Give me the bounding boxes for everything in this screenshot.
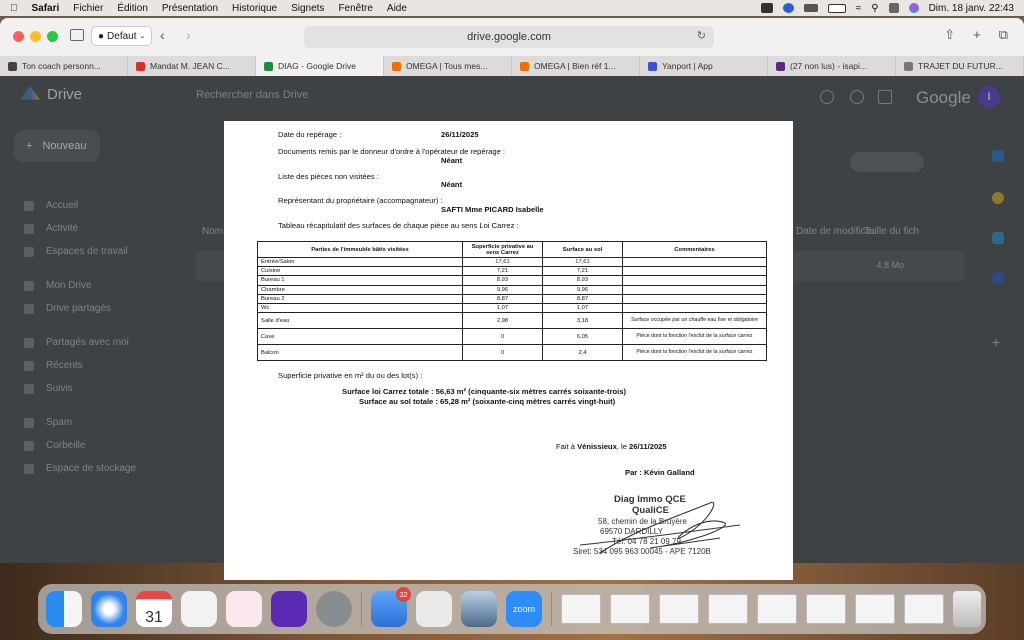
- tab-bar: [0, 56, 1024, 76]
- tab-favicon-icon: [392, 62, 401, 71]
- menu-historique[interactable]: Historique: [224, 2, 270, 14]
- sidebar-toggle-icon[interactable]: [70, 29, 84, 41]
- dock-separator: [361, 592, 362, 626]
- mail-badge: 32: [396, 587, 411, 602]
- settings-app-icon[interactable]: [316, 591, 352, 627]
- table-cell: Pièce dont la fonction l'exclut de la surface carrez: [623, 329, 767, 345]
- profile-button[interactable]: [91, 26, 152, 46]
- nav-starred[interactable]: [24, 383, 73, 394]
- tab-label: OMEGA | Bien réf 1...: [534, 61, 616, 71]
- superficie-label: Superficie privative en m² du ou des lot(s) :: [278, 371, 423, 380]
- spam-icon: [24, 418, 34, 428]
- nav-label: Partagés avec moi: [46, 337, 129, 348]
- table-cell: [623, 303, 767, 312]
- shared-icon: [24, 338, 34, 348]
- table-cell: 8,87: [463, 294, 543, 303]
- person-icon: ●: [98, 30, 105, 42]
- rep-value: SAFTI Mme PICARD Isabelle: [441, 205, 544, 214]
- calendar-side-icon[interactable]: [992, 150, 1004, 162]
- stamp-line1: Diag Immo QCE: [614, 494, 686, 505]
- close-window-button[interactable]: [13, 31, 24, 42]
- table-cell: [623, 267, 767, 276]
- total-sol: Surface au sol totale : 65,28 m² (soixante-cinq mètres carrés vingt-huit): [359, 397, 616, 406]
- table-cell: 1,07: [463, 303, 543, 312]
- table-cell: 17,61: [463, 258, 543, 267]
- profile-label: Defaut: [107, 30, 137, 42]
- date-value: 26/11/2025: [441, 130, 479, 139]
- table-row: [258, 345, 767, 361]
- rep-label: Représentant du propriétaire (accompagnateur) :: [278, 196, 443, 205]
- fait-a-date: 26/11/2025: [629, 442, 667, 451]
- tab-0[interactable]: [0, 56, 128, 76]
- table-cell: Cuisine: [258, 267, 463, 276]
- finder-icon[interactable]: [46, 591, 82, 627]
- tab-7[interactable]: [896, 56, 1024, 76]
- nav-recent[interactable]: [24, 360, 83, 371]
- menu-edition[interactable]: Édition: [109, 2, 141, 14]
- nav-label: Suivis: [46, 383, 73, 394]
- docs-value: Néant: [441, 156, 463, 165]
- table-cell: Surface occupée par un chauffe eau fixe et obligatoire: [623, 313, 767, 329]
- nav-label: Accueil: [46, 200, 79, 211]
- table-header: Superficie privative au sens Carrez: [463, 242, 543, 258]
- tab-5[interactable]: [640, 56, 768, 76]
- table-cell: Pièce dont la fonction l'exclut de la surface carrez: [623, 345, 767, 361]
- date-label: Date du repérage :: [278, 130, 342, 139]
- new-button-label: Nouveau: [42, 140, 87, 152]
- table-cell: 17,61: [543, 258, 623, 267]
- table-cell: 8,93: [543, 276, 623, 285]
- column-modified[interactable]: Date de modifica...: [796, 226, 880, 237]
- nav-home[interactable]: [24, 200, 78, 211]
- tab-favicon-icon: [136, 62, 145, 71]
- table-cell: 0: [463, 345, 543, 361]
- table-row: [258, 258, 767, 267]
- tab-label: DIAG - Google Drive: [278, 61, 356, 71]
- minimized-window[interactable]: [610, 594, 650, 624]
- minimized-window[interactable]: [561, 594, 601, 624]
- drive-search-input[interactable]: Rechercher dans Drive: [196, 89, 309, 101]
- apps-icon[interactable]: [878, 90, 892, 104]
- star-icon: [24, 384, 34, 394]
- table-cell: Cave: [258, 329, 463, 345]
- table-cell: Bureau 1: [258, 276, 463, 285]
- table-intro: Tableau récapitulatif des surfaces de chaque pièce au sens Loi Carrez :: [278, 221, 519, 230]
- minimized-window[interactable]: [806, 594, 846, 624]
- table-cell: [623, 276, 767, 285]
- nav-my-drive[interactable]: [24, 280, 92, 291]
- table-cell: 6,05: [543, 329, 623, 345]
- docs-label: Documents remis par le donneur d'ordre à l'opérateur de repérage :: [278, 147, 506, 156]
- table-row: [258, 303, 767, 312]
- table-cell: Bureau 2: [258, 294, 463, 303]
- share-icon[interactable]: ⇧: [944, 27, 956, 42]
- reload-icon[interactable]: ↻: [696, 30, 706, 42]
- table-row: [258, 285, 767, 294]
- menu-fenetre[interactable]: Fenêtre: [330, 2, 366, 14]
- nav-trash[interactable]: [24, 440, 85, 451]
- signature-icon: [560, 483, 750, 563]
- document-preview: [224, 121, 793, 580]
- control-center-icon[interactable]: [889, 3, 899, 13]
- table-row: [258, 267, 767, 276]
- preview-icon[interactable]: [416, 591, 452, 627]
- company-stamp: [560, 491, 750, 561]
- table-cell: Salle d'eau: [258, 313, 463, 329]
- activity-icon: [24, 224, 34, 234]
- menu-signets[interactable]: Signets: [283, 2, 317, 14]
- battery-icon[interactable]: [828, 4, 846, 13]
- avatar[interactable]: I: [978, 86, 1000, 108]
- nav-spam[interactable]: [24, 417, 72, 428]
- minimize-window-button[interactable]: [30, 31, 41, 42]
- tab-favicon-icon: [648, 62, 657, 71]
- table-cell: 8,87: [543, 294, 623, 303]
- minimized-window[interactable]: [855, 594, 895, 624]
- address-text: drive.google.com: [467, 31, 551, 43]
- tab-overview-icon[interactable]: ⧉: [998, 27, 1008, 42]
- nav-shared-with-me[interactable]: [24, 337, 129, 348]
- table-cell: 9,96: [543, 285, 623, 294]
- status-app-icon[interactable]: [761, 3, 773, 13]
- file-size: 4,8 Mo: [876, 260, 904, 270]
- add-side-icon[interactable]: +: [992, 334, 1001, 350]
- table-cell: Wc: [258, 303, 463, 312]
- nav-label: Drive partagés: [46, 303, 112, 314]
- address-bar[interactable]: [304, 26, 714, 48]
- apple-menu-icon[interactable]: [10, 3, 18, 14]
- apple-mail-icon[interactable]: [371, 591, 407, 627]
- workspaces-icon: [24, 247, 34, 257]
- tab-label: Yanport | App: [662, 61, 713, 71]
- tab-favicon-icon: [8, 62, 17, 71]
- status-user-icon[interactable]: [783, 3, 794, 13]
- table-cell: 8,93: [463, 276, 543, 285]
- nav-activity[interactable]: [24, 223, 78, 234]
- nav-label: Corbeille: [46, 440, 86, 451]
- minimized-window[interactable]: [708, 594, 748, 624]
- new-tab-icon[interactable]: +: [973, 27, 981, 42]
- nav-workspaces[interactable]: [24, 246, 128, 257]
- tab-favicon-icon: [520, 62, 529, 71]
- mail-app-icon[interactable]: [271, 591, 307, 627]
- nav-label: Espaces de travail: [46, 246, 128, 257]
- keep-side-icon[interactable]: [992, 192, 1004, 204]
- siri-icon[interactable]: [909, 3, 919, 13]
- menu-fichier[interactable]: Fichier: [65, 2, 96, 14]
- menu-datetime[interactable]: Dim. 18 janv. 22:43: [928, 2, 1014, 14]
- table-cell: [623, 258, 767, 267]
- chevron-down-icon: ⌄: [139, 33, 146, 40]
- table-cell: 3,18: [543, 313, 623, 329]
- pieces-value: Néant: [441, 180, 463, 189]
- table-cell: Balcon: [258, 345, 463, 361]
- trash-icon[interactable]: [953, 591, 981, 627]
- table-row: [258, 329, 767, 345]
- table-row: [258, 276, 767, 285]
- column-name[interactable]: Nom: [202, 226, 224, 237]
- tab-favicon-icon: [776, 62, 785, 71]
- fait-a-prefix: Fait à: [556, 442, 578, 451]
- menu-app-name[interactable]: Safari: [24, 2, 52, 14]
- dock: [38, 584, 986, 634]
- fait-a-line: [556, 442, 667, 451]
- google-logo: Google: [916, 88, 971, 107]
- wifi-icon[interactable]: ≈: [855, 2, 862, 14]
- tab-1[interactable]: [128, 56, 256, 76]
- forward-icon[interactable]: ›: [186, 27, 191, 43]
- tab-4[interactable]: [512, 56, 640, 76]
- calendar-icon[interactable]: 31: [136, 591, 172, 627]
- settings-icon[interactable]: [850, 90, 864, 104]
- tab-2[interactable]: [256, 56, 384, 76]
- shared-drives-icon: [24, 304, 34, 314]
- view-toggle[interactable]: [850, 152, 924, 172]
- table-cell: Entrée/Salon: [258, 258, 463, 267]
- tasks-side-icon[interactable]: [992, 232, 1004, 244]
- my-drive-icon: [24, 281, 34, 291]
- tab-3[interactable]: [384, 56, 512, 76]
- artstudio-icon[interactable]: [226, 591, 262, 627]
- total-carrez: Surface loi Carrez totale : 56,63 m² (cinquante-six mètres carrés soixante-trois): [342, 387, 627, 396]
- nav-label: Spam: [46, 417, 73, 428]
- minimized-window[interactable]: [757, 594, 797, 624]
- nav-label: Récents: [46, 360, 83, 371]
- table-cell: [623, 285, 767, 294]
- plus-icon: +: [26, 140, 33, 152]
- contacts-side-icon[interactable]: [992, 272, 1004, 284]
- stamp-line5: Tél. 04 78 21 09 79: [612, 537, 681, 546]
- fait-a-mid: , le: [616, 442, 630, 451]
- cloud-icon: [24, 464, 34, 474]
- tab-label: Mandat M. JEAN C...: [150, 61, 230, 71]
- screen-icon[interactable]: [804, 4, 818, 12]
- table-cell: 7,21: [543, 267, 623, 276]
- fait-a-city: Vénissieux: [577, 442, 617, 451]
- menu-presentation[interactable]: Présentation: [154, 2, 211, 14]
- nav-label: Mon Drive: [46, 280, 92, 291]
- drive-logo-icon: [20, 86, 40, 103]
- minimized-window[interactable]: [659, 594, 699, 624]
- tab-label: TRAJET DU FUTUR...: [918, 61, 1003, 71]
- table-cell: 0: [463, 329, 543, 345]
- back-icon[interactable]: ‹: [160, 27, 165, 43]
- stamp-line6: Siret: 534 095 963 00045 - APE 7120B: [573, 547, 711, 556]
- zoom-icon[interactable]: zoom: [506, 591, 542, 627]
- zoom-window-button[interactable]: [47, 31, 58, 42]
- table-cell: 2,4: [543, 345, 623, 361]
- pieces-label: Liste des pièces non visitées :: [278, 172, 379, 181]
- table-header-row: [258, 242, 767, 258]
- tab-label: OMEGA | Tous mes...: [406, 61, 488, 71]
- dock-separator: [551, 592, 552, 626]
- safari-toolbar: [0, 18, 1024, 56]
- tab-label: (27 non lus) - isapi...: [790, 61, 868, 71]
- stamp-line4: 69570 DARDILLY: [600, 527, 663, 536]
- nav-label: Activité: [46, 223, 79, 234]
- tab-6[interactable]: [768, 56, 896, 76]
- stamp-line2: QualiCE: [632, 505, 669, 516]
- surface-table: [257, 241, 767, 361]
- table-header: Commentaires: [623, 242, 767, 258]
- nav-storage[interactable]: [24, 463, 136, 474]
- recent-icon: [24, 361, 34, 371]
- minimized-window[interactable]: [904, 594, 944, 624]
- table-cell: [623, 294, 767, 303]
- table-cell: 1,07: [543, 303, 623, 312]
- table-header: Surface au sol: [543, 242, 623, 258]
- menu-aide[interactable]: Aide: [379, 2, 400, 14]
- new-button[interactable]: [14, 130, 100, 162]
- help-icon[interactable]: [820, 90, 834, 104]
- table-cell: 7,21: [463, 267, 543, 276]
- table-cell: 9,96: [463, 285, 543, 294]
- trash-icon: [24, 441, 34, 451]
- home-icon: [24, 201, 34, 211]
- photo-icon[interactable]: [461, 591, 497, 627]
- column-size[interactable]: Taille du fich: [864, 226, 920, 237]
- tab-label: Ton coach personn...: [22, 61, 101, 71]
- table-row: [258, 294, 767, 303]
- safari-icon[interactable]: [91, 591, 127, 627]
- drive-logo[interactable]: [20, 86, 82, 103]
- mail-envelope-icon[interactable]: [181, 591, 217, 627]
- search-icon[interactable]: ⚲: [871, 2, 879, 14]
- tab-favicon-icon: [904, 62, 913, 71]
- table-cell: Chambre: [258, 285, 463, 294]
- table-cell: 2,98: [463, 313, 543, 329]
- stamp-line3: 58, chemin de la Bruyère: [598, 517, 687, 526]
- nav-shared-drives[interactable]: [24, 303, 111, 314]
- table-row: [258, 313, 767, 329]
- nav-label: Espace de stockage: [46, 463, 137, 474]
- tab-favicon-icon: [264, 62, 273, 71]
- menu-bar: [0, 0, 1024, 16]
- par-signatory: Par : Kévin Galland: [625, 468, 695, 477]
- drive-brand: Drive: [47, 86, 83, 103]
- table-header: Parties de l'immeuble bâtis visitées: [258, 242, 463, 258]
